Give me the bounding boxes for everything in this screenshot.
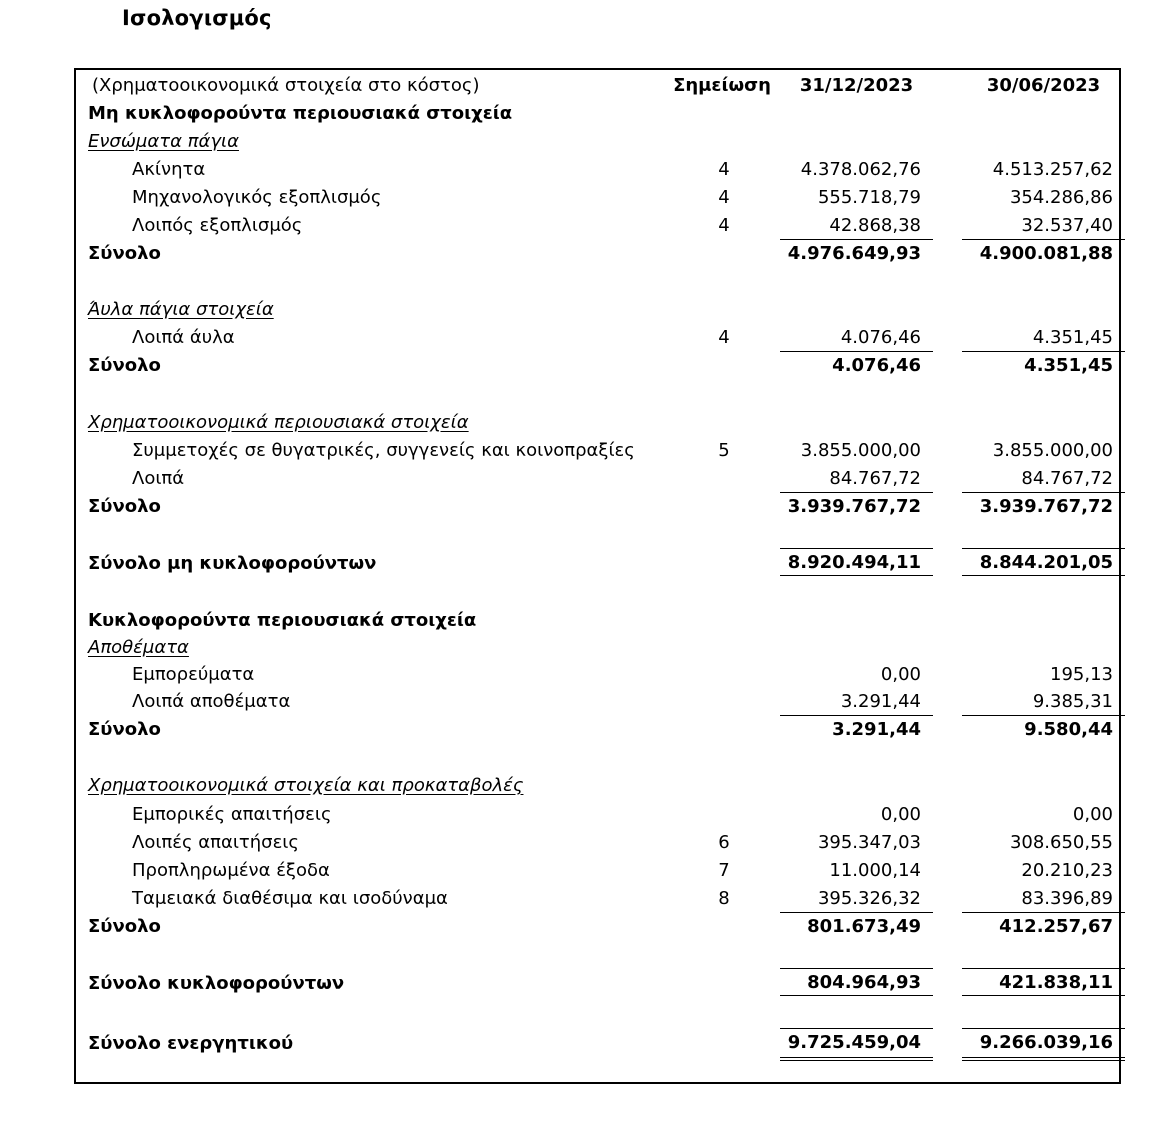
subtotal-row: [76, 493, 1123, 521]
line-item-row: [76, 661, 1123, 689]
page-title: Ισολογισμός: [122, 6, 272, 30]
line-item-row: [76, 885, 1123, 913]
row-label: Λοιπά: [132, 468, 185, 489]
row-value-2023-12-31: 4.076,46: [832, 355, 921, 376]
row-value-2023-12-31: 3.855.000,00: [800, 440, 921, 461]
row-label: Χρηματοοικονομικά στοιχεία και προκαταβολές: [88, 775, 524, 796]
subsection-heading-row: [76, 634, 1123, 662]
row-value-2023-06-30: 20.210,23: [1021, 860, 1113, 881]
row-value-2023-12-31: 4.076,46: [780, 324, 933, 352]
row-label: Αποθέματα: [88, 637, 189, 658]
section-heading-row: [76, 607, 1123, 635]
row-value-2023-12-31: 9.725.459,04: [780, 1028, 933, 1061]
row-label: Σύνολο ενεργητικού: [88, 1033, 294, 1054]
row-value-2023-12-31: 3.291,44: [832, 719, 921, 740]
row-value-2023-12-31: 4.378.062,76: [800, 159, 921, 180]
row-value-2023-06-30: 421.838,11: [962, 968, 1125, 996]
row-value-2023-06-30: 308.650,55: [1009, 832, 1113, 853]
group-total-row: [76, 550, 1123, 578]
line-item-row: [76, 212, 1123, 240]
row-label: Χρηματοοικονομικά περιουσιακά στοιχεία: [88, 412, 469, 433]
line-item-row: [76, 437, 1123, 465]
row-label: Ταμειακά διαθέσιμα και ισοδύναμα: [132, 888, 448, 909]
row-value-2023-12-31: 8.920.494,11: [780, 548, 933, 576]
row-label: Ενσώματα πάγια: [88, 131, 239, 152]
subtotal-row: [76, 352, 1123, 380]
line-item-row: [76, 801, 1123, 829]
row-label: Ακίνητα: [132, 159, 206, 180]
row-label: Σύνολο: [88, 719, 161, 740]
row-label: Σύνολο κυκλοφορούντων: [88, 973, 345, 994]
row-value-2023-12-31: 3.939.767,72: [787, 496, 921, 517]
table-header-row: [76, 72, 1123, 100]
row-value-2023-06-30: 4.351,45: [962, 324, 1125, 352]
row-value-2023-12-31: 395.347,03: [817, 832, 921, 853]
balance-sheet-table: [74, 68, 1121, 1084]
row-value-2023-12-31: 0,00: [880, 664, 921, 685]
row-value-2023-12-31: 801.673,49: [807, 916, 921, 937]
row-label: Εμπορικές απαιτήσεις: [132, 804, 332, 825]
row-value-2023-06-30: 4.513.257,62: [992, 159, 1113, 180]
row-value-2023-06-30: 0,00: [1072, 804, 1113, 825]
row-value-2023-12-31: 4.976.649,93: [787, 243, 921, 264]
row-value-2023-06-30: 9.385,31: [962, 688, 1125, 716]
line-item-row: [76, 688, 1123, 716]
row-value-2023-12-31: 84.767,72: [780, 465, 933, 493]
row-value-2023-12-31: 11.000,14: [829, 860, 921, 881]
row-value-2023-06-30: 3.855.000,00: [992, 440, 1113, 461]
row-value-2023-06-30: 32.537,40: [962, 212, 1125, 240]
group-total-row: [76, 970, 1123, 998]
row-label: Σύνολο: [88, 355, 161, 376]
subtotal-row: [76, 240, 1123, 268]
row-label: Σύνολο: [88, 243, 161, 264]
header-basis-label: (Χρηματοοικονομικά στοιχεία στο κόστος): [92, 75, 480, 96]
row-label: Άυλα πάγια στοιχεία: [88, 299, 274, 320]
row-value-2023-06-30: 354.286,86: [1009, 187, 1113, 208]
row-label: Μη κυκλοφορούντα περιουσιακά στοιχεία: [88, 103, 513, 124]
row-label: Λοιπά άυλα: [132, 327, 235, 348]
row-note: 4: [718, 159, 730, 180]
row-label: Συμμετοχές σε θυγατρικές, συγγενείς και κοινοπραξίες: [132, 440, 635, 461]
line-item-row: [76, 156, 1123, 184]
subtotal-row: [76, 716, 1123, 744]
grand-total-row: [76, 1030, 1123, 1058]
row-value-2023-06-30: 8.844.201,05: [962, 548, 1125, 576]
row-label: Λοιπές απαιτήσεις: [132, 832, 299, 853]
row-value-2023-06-30: 3.939.767,72: [979, 496, 1113, 517]
row-value-2023-12-31: 42.868,38: [780, 212, 933, 240]
row-value-2023-06-30: 412.257,67: [999, 916, 1113, 937]
row-value-2023-06-30: 4.900.081,88: [979, 243, 1113, 264]
row-label: Σύνολο μη κυκλοφορούντων: [88, 553, 377, 574]
row-value-2023-12-31: 555.718,79: [817, 187, 921, 208]
row-note: 7: [718, 860, 730, 881]
line-item-row: [76, 465, 1123, 493]
subsection-heading-row: [76, 128, 1123, 156]
line-item-row: [76, 829, 1123, 857]
row-label: Εμπορεύματα: [132, 664, 255, 685]
subsection-heading-row: [76, 296, 1123, 324]
row-value-2023-12-31: 395.326,32: [780, 885, 933, 913]
row-value-2023-06-30: 83.396,89: [962, 885, 1125, 913]
row-value-2023-12-31: 0,00: [880, 804, 921, 825]
subsection-heading-row: [76, 409, 1123, 437]
row-value-2023-06-30: 9.580,44: [1024, 719, 1113, 740]
header-note: Σημείωση: [673, 75, 771, 96]
row-label: Σύνολο: [88, 496, 161, 517]
row-label: Μηχανολογικός εξοπλισμός: [132, 187, 382, 208]
row-value-2023-06-30: 195,13: [1050, 664, 1113, 685]
line-item-row: [76, 324, 1123, 352]
row-note: 4: [718, 215, 730, 236]
row-value-2023-06-30: 84.767,72: [962, 465, 1125, 493]
row-note: 5: [718, 440, 730, 461]
row-note: 4: [718, 187, 730, 208]
section-heading-row: [76, 100, 1123, 128]
row-label: Κυκλοφορούντα περιουσιακά στοιχεία: [88, 610, 477, 631]
row-value-2023-06-30: 4.351,45: [1024, 355, 1113, 376]
subsection-heading-row: [76, 772, 1123, 800]
row-label: Λοιπά αποθέματα: [132, 691, 291, 712]
header-date-1: 31/12/2023: [799, 75, 914, 96]
row-label: Σύνολο: [88, 916, 161, 937]
line-item-row: [76, 184, 1123, 212]
line-item-row: [76, 857, 1123, 885]
row-value-2023-06-30: 9.266.039,16: [962, 1028, 1125, 1061]
row-note: 4: [718, 327, 730, 348]
header-date-2: 30/06/2023: [986, 75, 1101, 96]
row-label: Λοιπός εξοπλισμός: [132, 215, 303, 236]
row-note: 6: [718, 832, 730, 853]
row-value-2023-12-31: 804.964,93: [780, 968, 933, 996]
row-label: Προπληρωμένα έξοδα: [132, 860, 330, 881]
subtotal-row: [76, 913, 1123, 941]
row-note: 8: [718, 888, 730, 909]
row-value-2023-12-31: 3.291,44: [780, 688, 933, 716]
